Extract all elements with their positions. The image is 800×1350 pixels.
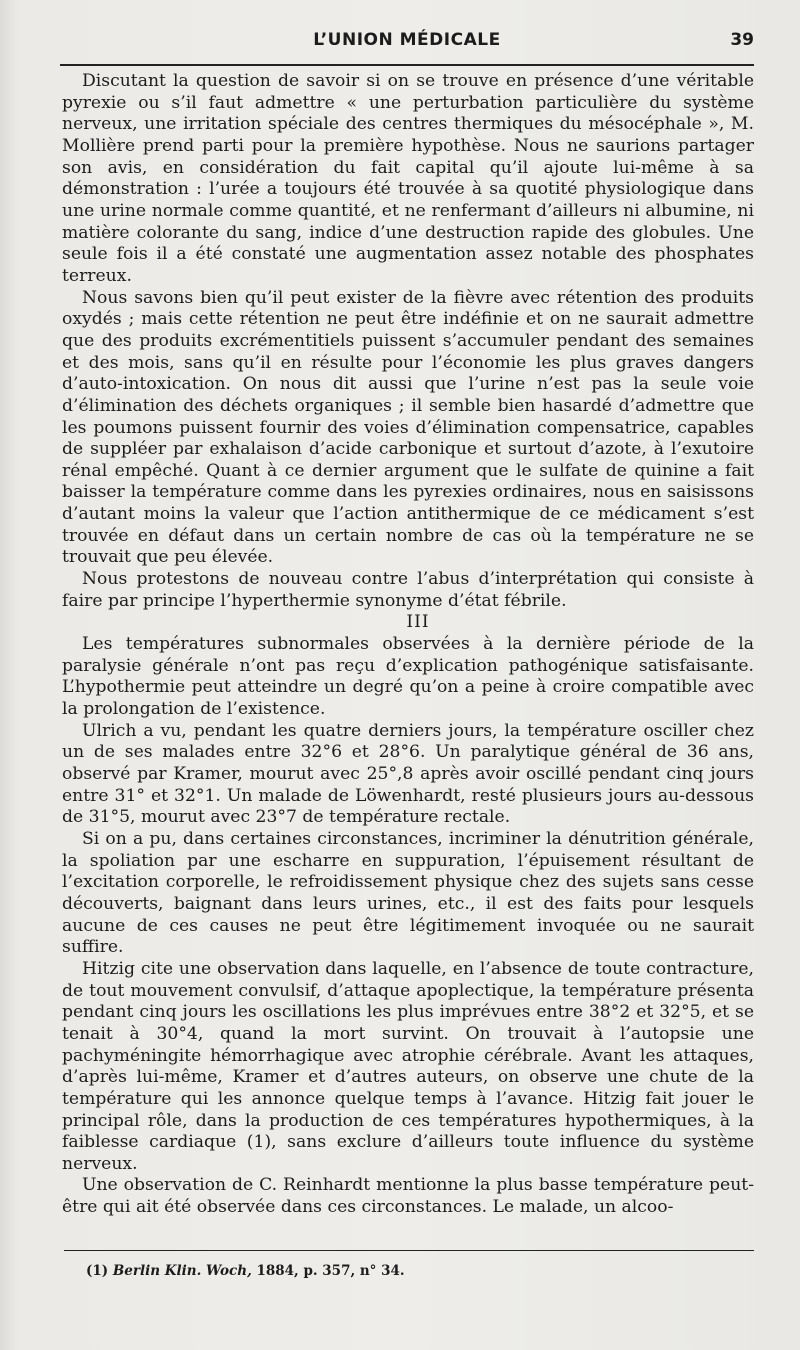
- paragraph: Les températures subnormales observées à la dernière période de la paralysie générale n’ont pas reçu d’explication pathogénique satisfaisante. L’hypothermie peut atteindre un degré qu’on a peine à croire compatible avec la prolongation de l’existence.: [62, 634, 754, 720]
- paragraph: Si on a pu, dans certaines circonstances, incriminer la dénutrition générale, la spoliation par une escharre en suppuration, l’épuisement résultant de l’excitation corporelle, le refroidissement physique chez des sujets sans cesse découverts, baignant dans leurs urines, etc., il est des faits pour lesquels aucune de ces causes ne peut être légitimement invoquée ou ne saurait suffire.: [62, 828, 754, 958]
- paragraph: Une observation de C. Reinhardt mentionne la plus basse température peut-être qui ait été observée dans ces circonstances. Le malade, un alcoo-: [62, 1175, 754, 1218]
- running-header: [60, 30, 754, 56]
- journal-title: L’UNION MÉDICALE: [313, 30, 501, 50]
- header-rule: [60, 64, 754, 66]
- paragraph: Discutant la question de savoir si on se trouve en présence d’une véritable pyrexie ou s’il faut admettre « une perturbation particulière du système nerveux, une irritation spéciale des centres thermiques du mésocéphale », M. Mollière prend parti pour la première hypothèse. Nous ne saurions partager son avis, en considération du fait capital qu’il ajoute lui-même à sa démonstration : l’urée a toujours été trouvée à sa quotité physiologique dans une urine normale comme quantité, et ne renfermant d’ailleurs ni albumine, ni matière colorante du sang, indice d’une destruction rapide des globules. Une seule fois il a été constaté une augmentation assez notable des phosphates terreux.: [62, 71, 754, 286]
- paragraph: Nous protestons de nouveau contre l’abus d’interprétation qui consiste à faire par principe l’hyperthermie synonyme d’état fébrile.: [62, 569, 754, 611]
- footnote-rule: [64, 1250, 754, 1251]
- footnote-details: 1884, p. 357, n° 34.: [256, 1263, 405, 1279]
- section-numeral: III: [406, 612, 430, 633]
- footnote-source: Berlin Klin. Woch,: [112, 1263, 252, 1279]
- paragraph: Hitzig cite une observation dans laquelle, en l’absence de toute contracture, de tout mouvement convulsif, d’attaque apoplectique, la température présenta pendant cinq jours les oscillations les plus imprévues entre 38°2 et 32°5, et se tenait à 30°4, quand la mort survint. On trouvait à l’autopsie une pachyméningite hémorrhagique avec atrophie cérébrale. Avant les attaques, d’après lui-même, Kramer et d’autres auteurs, on observe une chute de la température qui les annonce quelque temps à l’avance. Hitzig fait jouer le principal rôle, dans la production de ces températures hypothermiques, à la faiblesse cardiaque (1), sans exclure d’ailleurs toute influence du système nerveux.: [62, 958, 754, 1174]
- paragraph: Nous savons bien qu’il peut exister de la fièvre avec rétention des produits oxydés ; mais cette rétention ne peut être indéfinie et on ne saurait admettre que des produits excrémentitiels puissent s’accumuler pendant des semaines et des mois, sans qu’il en résulte pour l’économie les plus graves dangers d’auto-intoxication. On nous dit aussi que l’urine n’est pas la seule voie d’élimination des déchets organiques ; il semble bien hasardé d’admettre que les poumons puissent fournir des voies d’élimination compensatrice, capables de suppléer par exhalaison d’acide carbonique et surtout d’azote, à l’exutoire rénal empêché. Quant à ce dernier argument que le sulfate de quinine a fait baisser la température comme dans les pyrexies ordinaires, nous en saisissons d’autant moins la valeur que l’action antithermique de ce médicament s’est trouvée en défaut dans un certain nombre de cas où la température ne se trouvait que peu élevée.: [62, 287, 754, 568]
- page-number: 39: [730, 30, 754, 50]
- paragraph: Ulrich a vu, pendant les quatre derniers jours, la température osciller chez un de ses malades entre 32°6 et 28°6. Un paralytique général de 36 ans, observé par Kramer, mourut avec 25°,8 après avoir oscillé pendant cinq jours entre 31° et 32°1. Un malade de Löwenhardt, resté plusieurs jours au-dessous de 31°5, mourut avec 23°7 de température rectale.: [62, 720, 754, 828]
- footnote: [86, 1263, 746, 1279]
- body-text: [62, 71, 754, 1219]
- footnote-marker: (1): [86, 1263, 109, 1279]
